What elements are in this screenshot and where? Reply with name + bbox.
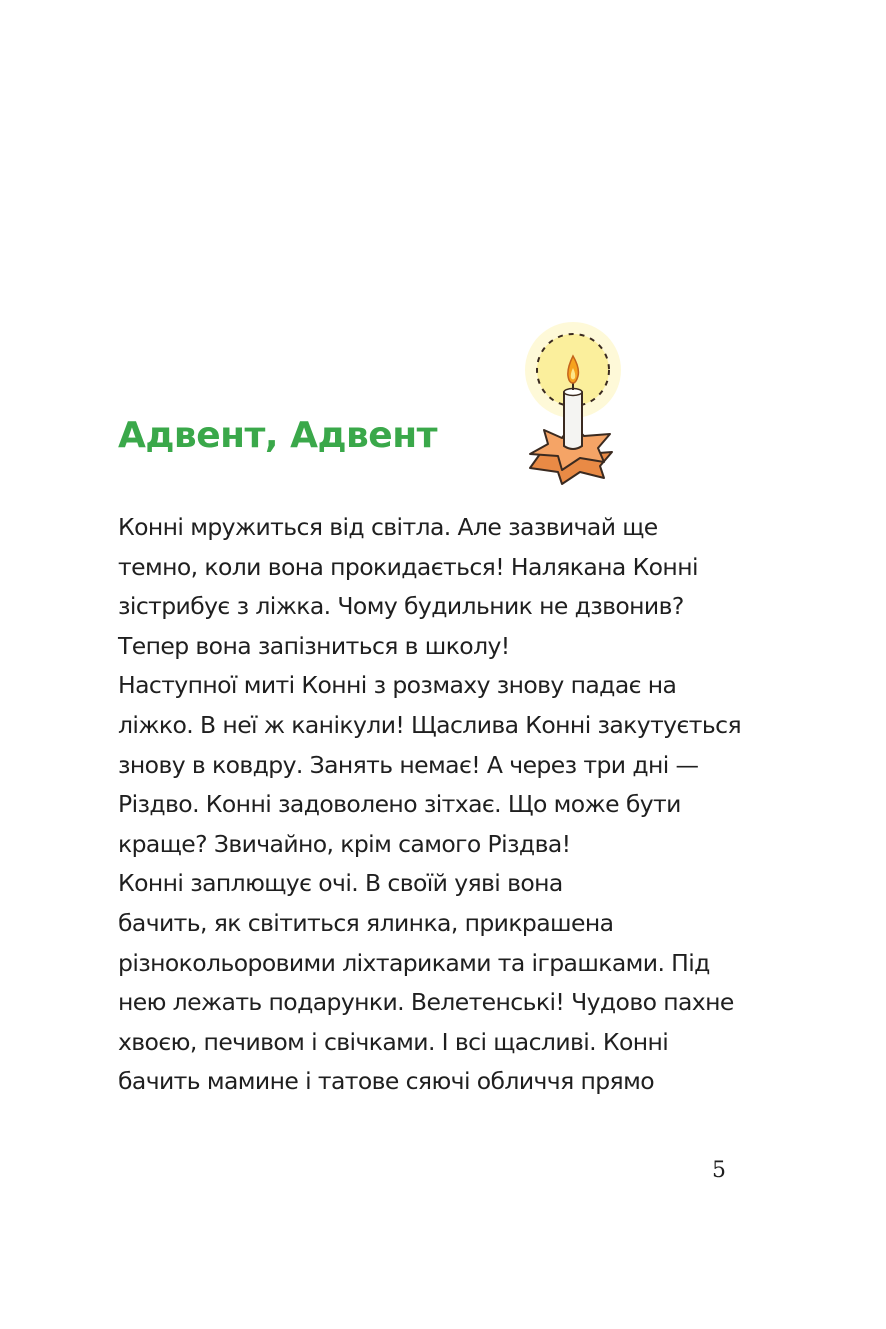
text-line: Різдво. Конні задоволено зітхає. Що може бути	[118, 790, 681, 819]
chapter-title: Адвент, Адвент	[118, 415, 437, 456]
candle-icon	[500, 312, 650, 492]
text-line: різнокольоровими ліхтариками та іграшками. Під	[118, 948, 710, 977]
page-number: 5	[712, 1158, 726, 1183]
text-line: Конні заплющує очі. В своїй уяві вона	[118, 869, 563, 898]
text-line: Наступної миті Конні з розмаху знову падає на	[118, 671, 677, 700]
text-line: краще? Звичайно, крім самого Різдва!	[118, 829, 571, 858]
text-line: хвоєю, печивом і свічками. І всі щасливі. Конні	[118, 1027, 669, 1056]
text-line: нею лежать подарунки. Велетенські! Чудово пахне	[118, 988, 734, 1017]
text-line: бачить, як світиться ялинка, прикрашена	[118, 908, 614, 937]
text-line: темно, коли вона прокидається! Налякана Конні	[118, 552, 698, 581]
story-text	[118, 508, 758, 1102]
text-line: зістрибує з ліжка. Чому будильник не дзвонив?	[118, 592, 684, 621]
text-line: бачить мамине і татове сяючі обличчя прямо	[118, 1067, 655, 1096]
candle-illustration	[500, 312, 650, 492]
text-line: ліжко. В неї ж канікули! Щаслива Конні закутується	[118, 710, 741, 739]
text-line: знову в ковдру. Занять немає! А через три дні —	[118, 750, 699, 779]
candle-body	[564, 389, 582, 449]
text-line: Конні мружиться від світла. Але зазвичай ще	[118, 513, 658, 541]
text-line: Тепер вона запізниться в школу!	[118, 631, 510, 660]
